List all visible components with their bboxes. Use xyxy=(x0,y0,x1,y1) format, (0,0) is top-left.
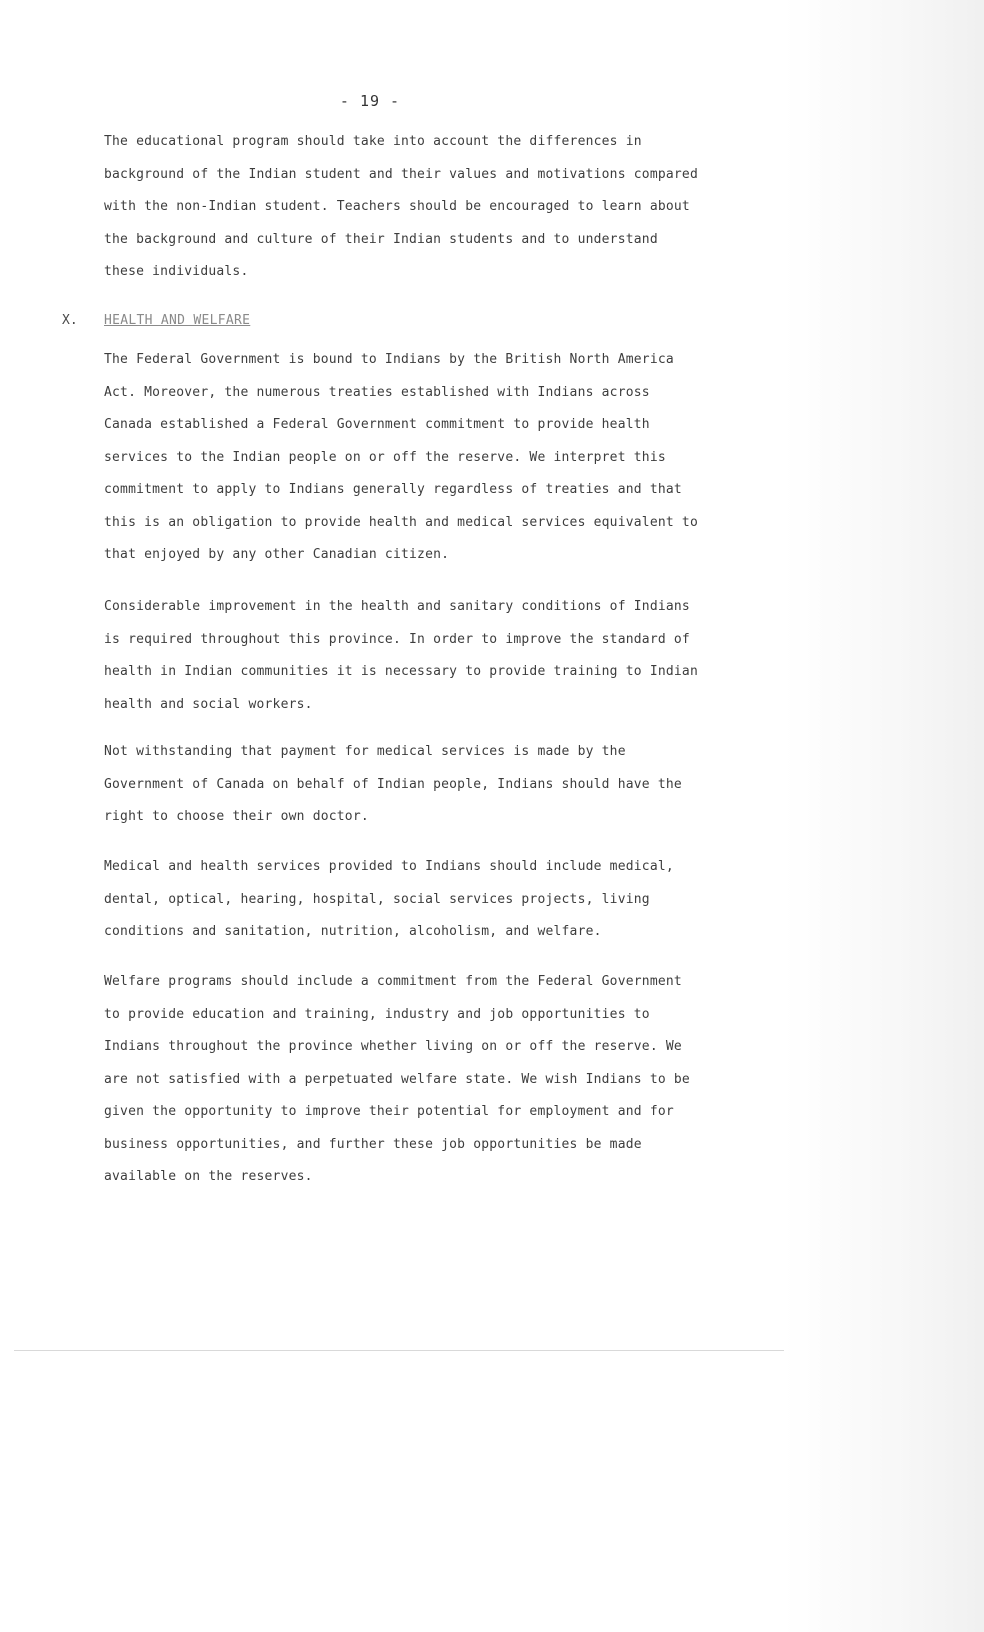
paragraph-services-list: Medical and health services provided to Indians should include medical, dental, optical, hearing, hospital, social services projects, living conditions and sanitation, nutrition, alcoholism, and welfare. xyxy=(104,859,674,939)
scan-artifact-line xyxy=(14,1350,784,1351)
intro-paragraph: The educational program should take into account the differences in background of the Indian student and their values and motivations compared with the non-Indian student. Teachers should be encouraged to learn about the background and culture of their Indian students and to understand these individuals. xyxy=(104,134,698,279)
paragraph-health-improvement: Considerable improvement in the health and sanitary conditions of Indians is required throughout this province. In order to improve the standard of health in Indian communities it is necessary to provide training to Indian health and social workers. xyxy=(104,599,698,712)
paragraph-choose-doctor: Not withstanding that payment for medical services is made by the Government of Canada on behalf of Indian people, Indians should have the right to choose their own doctor. xyxy=(104,744,682,824)
section-title: HEALTH AND WELFARE xyxy=(104,313,251,328)
paragraph-federal-commitment: The Federal Government is bound to Indians by the British North America Act. Moreover, the numerous treaties established with Indians across Canada established a Federal Government commitment to provide health services to the Indian people on or off the reserve. We interpret this commitment to apply to Indians generally regardless of treaties and that this is an obligation to provide health and medical services equivalent to that enjoyed by any other Canadian citizen. xyxy=(104,352,698,562)
paragraph-welfare-programs: Welfare programs should include a commitment from the Federal Government to provide education and training, industry and job opportunities to Indians throughout the province whether living on or off the reserve. We are not satisfied with a perpetuated welfare state. We wish Indians to be given the opportunity to improve their potential for employment and for business opportunities, and further these job opportunities be made available on the reserves. xyxy=(104,974,690,1184)
scan-edge-shading xyxy=(784,0,984,1632)
page-number: - 19 - xyxy=(339,92,401,110)
section-number: X. xyxy=(62,313,78,328)
